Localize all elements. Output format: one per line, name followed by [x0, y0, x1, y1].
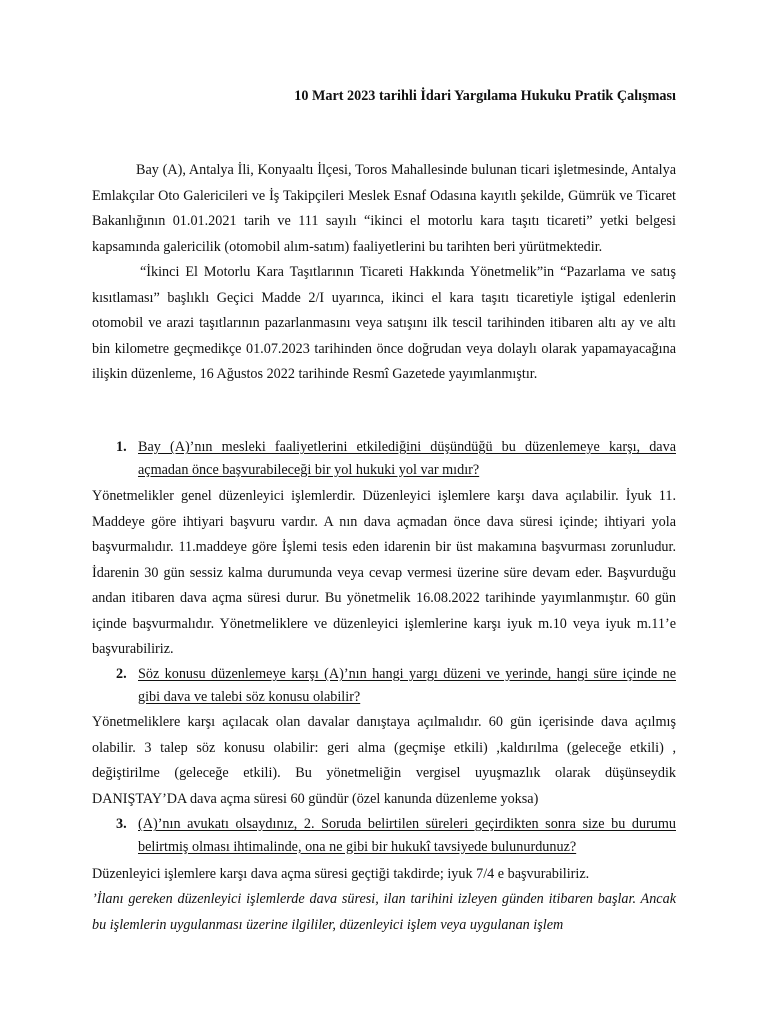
question-3	[116, 813, 676, 858]
answer-3: Düzenleyici işlemlere karşı dava açma süresi geçtiği takdirde; iyuk 7/4 e başvurabiliriz.	[92, 866, 590, 882]
question-2-number: 2.	[116, 666, 127, 682]
answer-3-quote: ’İlanı gereken düzenleyici işlemlerde dava süresi, ilan tarihini izleyen günden itibaren başlar. Ancak bu işlemlerin uygulanması üzerine ilgililer, düzenleyici işlem veya uygulanan işlem	[92, 891, 676, 933]
document-title: 10 Mart 2023 tarihli İdari Yargılama Hukuku Pratik Çalışması	[294, 88, 676, 104]
answer-2: Yönetmeliklere karşı açılacak olan davalar danıştaya açılmalıdır. 60 gün içerisinde dava açılmış olabilir. 3 talep söz konusu olabilir: geri alma (geçmişe etkili) ,kaldırılma (geleceğe etkili) , değiştirilme (geleceğe etkili). Bu yönetmeliğin vergisel uyuşmazlık olarak düşünseydik DANIŞTAY’DA dava açma süresi 60 gündür (özel kanunda düzenleme yoksa)	[92, 714, 676, 807]
intro-paragraph-1: Bay (A), Antalya İli, Konyaaltı İlçesi, Toros Mahallesinde bulunan ticari işletmesinde, Antalya Emlakçılar Oto Galericileri ve İş Takipçileri Meslek Esnaf Odasına kayıtlı şekilde, Gümrük ve Ticaret Bakanlığının 01.01.2021 tarih ve 111 sayılı “ikinci el motorlu kara taşıtı ticareti” yetki belgesi kapsamında galericilik (otomobil alım-satım) faaliyetlerini bu tarihten beri yürütmektedir.	[92, 162, 676, 255]
question-1-number: 1.	[116, 439, 127, 455]
question-2	[116, 663, 676, 708]
answer-1: Yönetmelikler genel düzenleyici işlemlerdir. Düzenleyici işlemlere karşı dava açılabilir. İyuk 11. Maddeye göre ihtiyari başvuru vardır. A nın dava açmadan önce dava süresi içinde; ihtiyari yola başvurmalıdır. 11.maddeye göre İşlemi tesis eden idarenin bir üst makamına başvurması zorunludur. İdarenin 30 gün sessiz kalma durumunda veya cevap vermesi üzerine süre devam eder. Başvurduğu andan itibaren dava açma süresi durur. Bu yönetmelik 16.08.2022 tarihinde yayımlanmıştır. 60 gün içinde başvurmalıdır. Yönetmeliklere ve düzenleyici işlemlerine karşı iyuk m.10 veya iyuk m.11’e başvurabiliriz.	[92, 488, 676, 657]
question-3-text: (A)’nın avukatı olsaydınız, 2. Soruda belirtilen süreleri geçirdikten sonra size bu durumu belirtmiş olması ihtimalinde, ona ne gibi bir hukukî tavsiyede bulunurdunuz?	[138, 816, 676, 855]
question-1	[116, 436, 676, 481]
intro-paragraph-2: “İkinci El Motorlu Kara Taşıtlarının Ticareti Hakkında Yönetmelik”in “Pazarlama ve satış kısıtlaması” başlıklı Geçici Madde 2/I uyarınca, ikinci el kara taşıtı ticaretiyle iştigal edenlerin otomobil ve arazi taşıtlarının pazarlanmasını veya satışını ilk tescil tarihinden itibaren altı ay ve altı bin kilometre geçmedikçe 01.07.2023 tarihinden önce doğrudan veya dolaylı olarak yapamayacağına ilişkin düzenleme, 16 Ağustos 2022 tarihinde Resmî Gazetede yayımlanmıştır.	[92, 264, 676, 382]
question-2-text: Söz konusu düzenlemeye karşı (A)’nın hangi yargı düzeni ve yerinde, hangi süre içinde ne gibi dava ve talebi söz konusu olabilir?	[138, 666, 676, 705]
question-3-number: 3.	[116, 816, 127, 832]
question-1-text: Bay (A)’nın mesleki faaliyetlerini etkilediğini düşündüğü bu düzenlemeye karşı, dava açmadan önce başvurabileceği bir yol hukuki yol var mıdır?	[138, 439, 676, 478]
